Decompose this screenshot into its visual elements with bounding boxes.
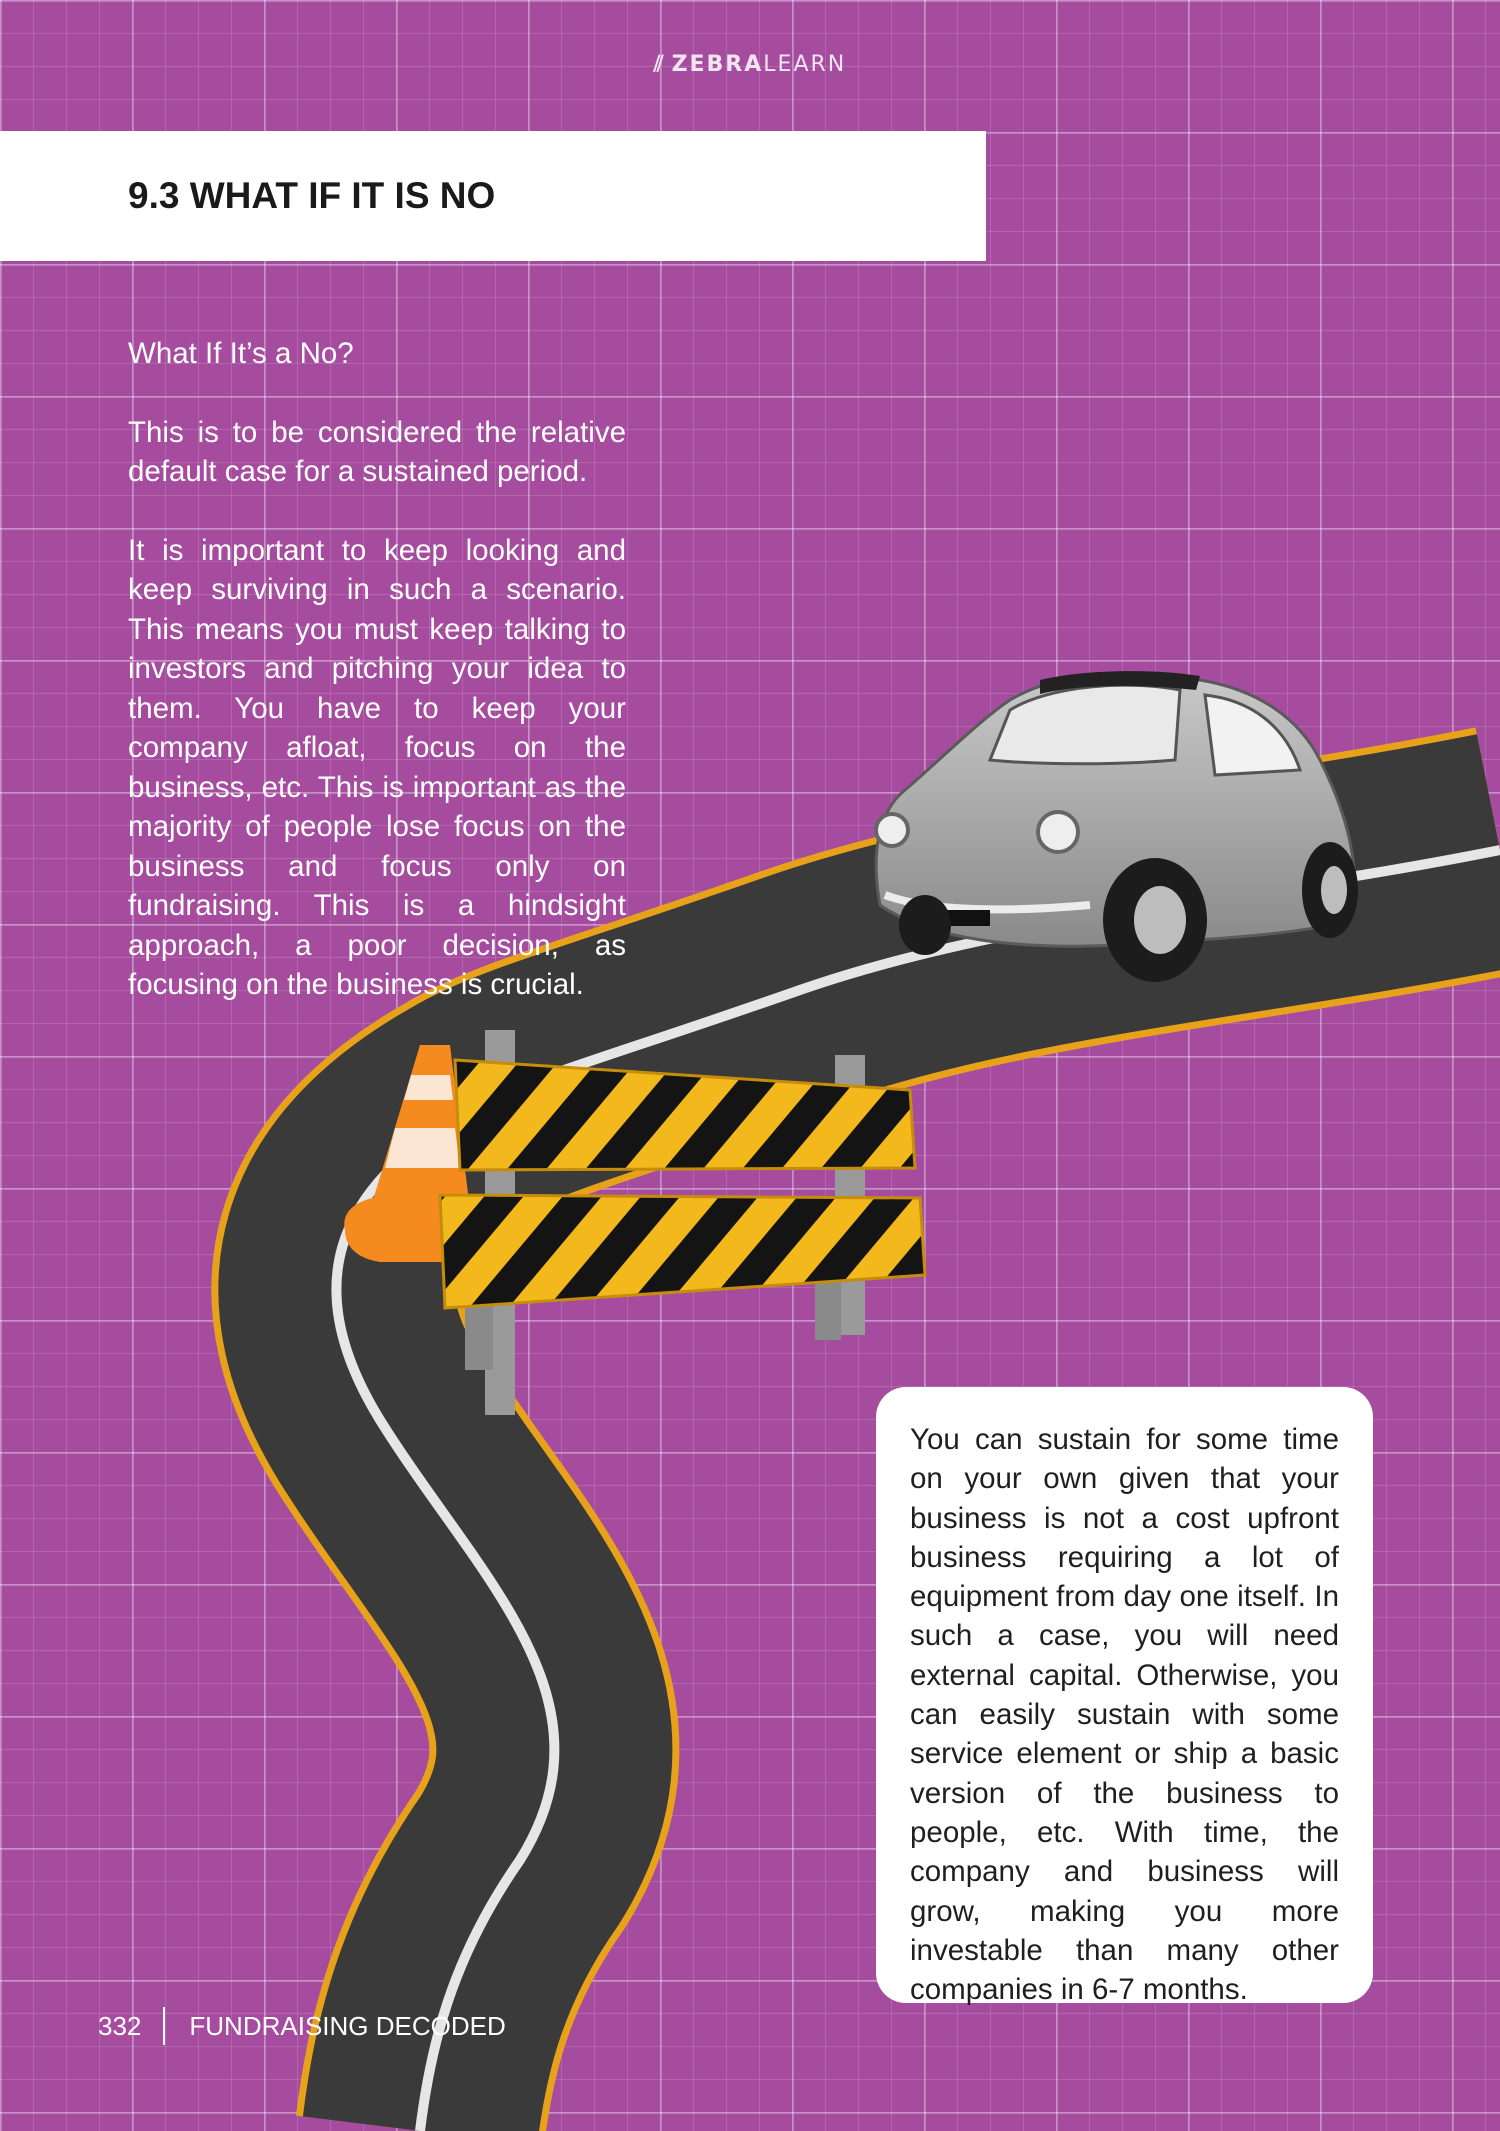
page-footer xyxy=(98,2006,506,2046)
paragraph-default-case: This is to be considered the relative default case for a sustained period. xyxy=(128,415,626,488)
zebra-stripes-icon: ⫽ xyxy=(653,52,666,77)
section-title: 9.3 WHAT IF IT IS NO xyxy=(128,175,496,216)
footer-divider xyxy=(163,2007,165,2045)
page-number: 332 xyxy=(98,2010,142,2041)
paragraph-keep-surviving: It is important to keep looking and keep surviving in such a scenario. This means you must keep talking to investors and pitching your idea to them. You have to keep your company afloat, focus on the business, etc. This is important as the majority of people lose focus on the business and focus only on fundraising. This is a hindsight approach, a poor decision, as focusing on the business is crucial. xyxy=(128,533,626,1001)
subheading: What If It’s a No? xyxy=(128,337,354,370)
striped-road-barrier xyxy=(440,1030,925,1415)
brand-name-light: LEARN xyxy=(763,52,847,77)
callout-text: You can sustain for some time on your own given that your business is not a cost upfront business requiring a lot of equipment from day one itself. In such a case, you will need external capital. Otherwise, you can easily sustain with some service element or ship a basic version of the business to people, etc. With time, the company and business will grow, making you more investable than many other companies in 6-7 months. xyxy=(910,1423,1339,2007)
book-title: FUNDRAISING DECODED xyxy=(189,2010,506,2041)
main-body-text xyxy=(128,334,626,1044)
brand-name-bold: ZEBRA xyxy=(671,52,764,77)
callout-box xyxy=(876,1387,1373,2007)
